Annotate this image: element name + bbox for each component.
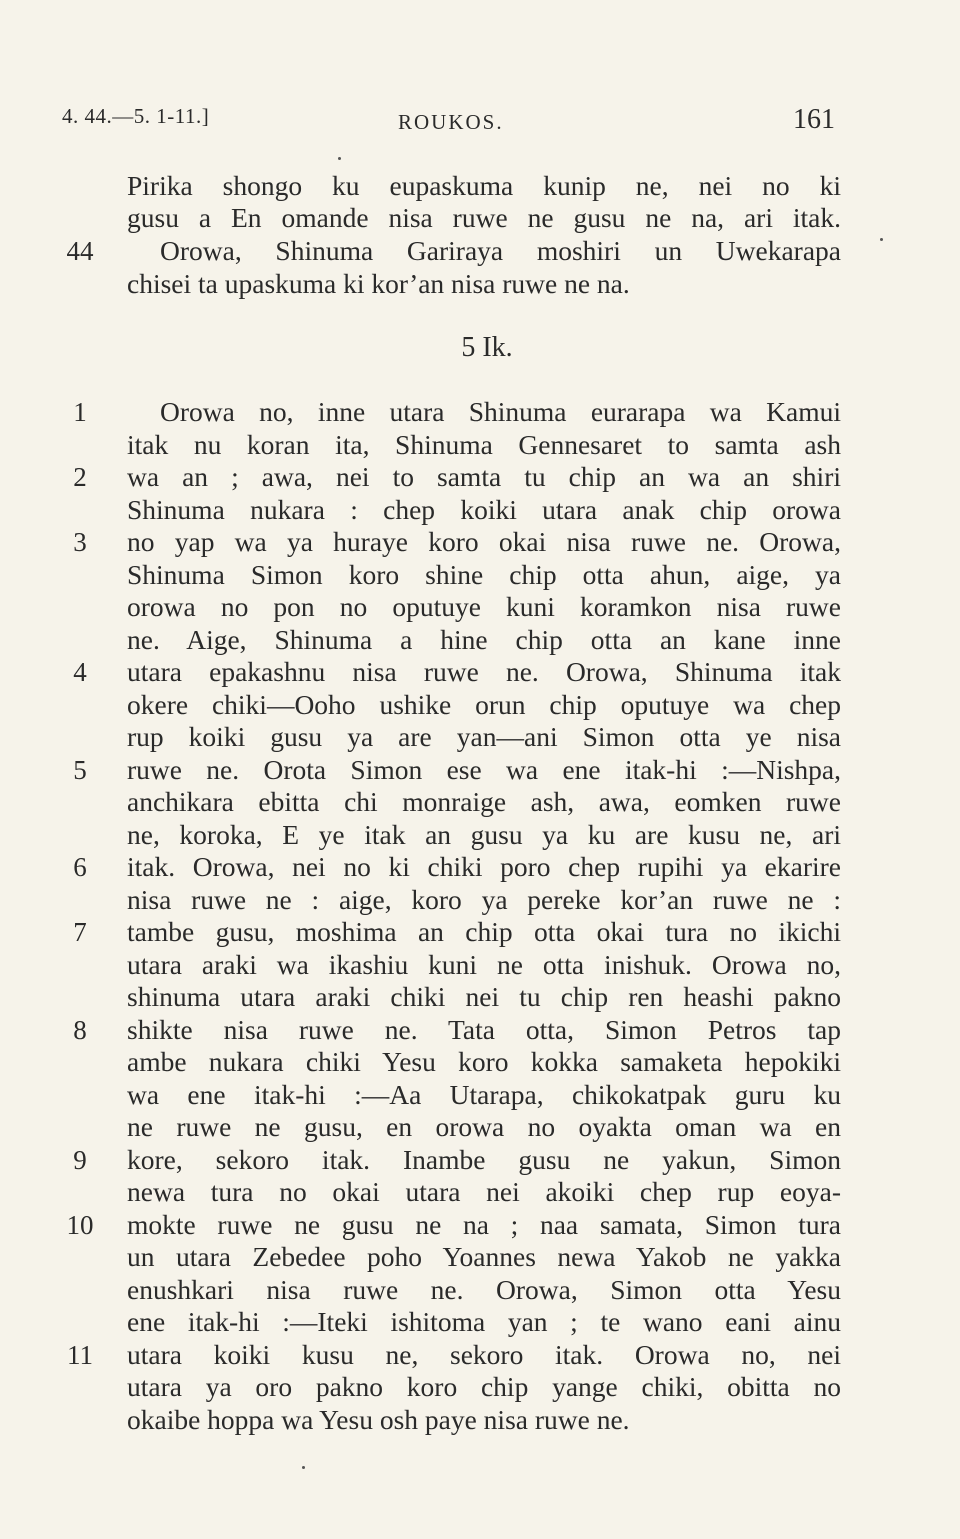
text-line: utara araki wa ikashiu kuni ne otta inishuk. Orowa no, (127, 949, 841, 980)
text-line: wa an ; awa, nei to samta tu chip an wa an shiri (127, 461, 841, 492)
text-line: itak. Orowa, nei no ki chiki poro chep rupihi ya ekarire (127, 851, 841, 882)
text-line: shikte nisa ruwe ne. Tata otta, Simon Petros tap (127, 1014, 841, 1045)
text-line: ne, koroka, E ye itak an gusu ya ku are kusu ne, ari (127, 819, 841, 850)
verse-number: 3 (73, 527, 87, 557)
text-line: anchikara ebitta chi monraige ash, awa, eomken ruwe (127, 786, 841, 817)
text-line: rup koiki gusu ya are yan—ani Simon otta ye nisa (127, 721, 841, 752)
text-line: chisei ta upaskuma ki kor’an nisa ruwe ne na. (127, 268, 630, 299)
verse-number: 7 (73, 917, 87, 947)
text-line: mokte ruwe ne gusu ne na ; naa samata, Simon tura (127, 1209, 841, 1240)
chapter-verse-reference: 4. 44.—5. 1-11.] (62, 104, 210, 128)
text-line: no yap wa ya huraye koro okai nisa ruwe ne. Orowa, (127, 526, 841, 557)
text-line: kore, sekoro itak. Inambe gusu ne yakun, Simon (127, 1144, 841, 1175)
text-line: ene itak-hi :—Iteki ishitoma yan ; te wano eani ainu (127, 1306, 841, 1337)
text-line: gusu a En omande nisa ruwe ne gusu ne na, ari itak. (127, 202, 841, 233)
verse-number: 11 (67, 1340, 93, 1370)
text-line: utara ya oro pakno koro chip yange chiki, obitta no (127, 1371, 841, 1402)
text-line: enushkari nisa ruwe ne. Orowa, Simon otta Yesu (127, 1274, 841, 1305)
text-line: Orowa, Shinuma Gariraya moshiri un Uwekarapa (160, 235, 841, 266)
verse-number: 10 (66, 1210, 94, 1240)
verse-number: 4 (73, 657, 87, 687)
text-line: Shinuma nukara : chep koiki utara anak chip orowa (127, 494, 841, 525)
text-line: utara koiki kusu ne, sekoro itak. Orowa no, nei (127, 1339, 841, 1370)
text-line: newa tura no okai utara nei akoiki chep rup eoya- (127, 1176, 841, 1207)
text-line: ne. Aige, Shinuma a hine chip otta an kane inne (127, 624, 841, 655)
text-line: ambe nukara chiki Yesu koro kokka samaketa hepokiki (127, 1046, 841, 1077)
paper-speck (338, 157, 341, 160)
verse-number: 9 (73, 1145, 87, 1175)
page-header (0, 100, 960, 140)
verse-number: 2 (73, 462, 87, 492)
text-line: un utara Zebedee poho Yoannes newa Yakob ne yakka (127, 1241, 841, 1272)
text-line: nisa ruwe ne : aige, koro ya pereke kor’an ruwe ne : (127, 884, 841, 915)
verse-number: 5 (73, 755, 87, 785)
verse-number: 1 (73, 397, 87, 427)
page-number: 161 (793, 104, 835, 135)
text-line: Pirika shongo ku eupaskuma kunip ne, nei no ki (127, 170, 841, 201)
text-line: Shinuma Simon koro shine chip otta ahun, aige, ya (127, 559, 841, 590)
text-line: shinuma utara araki chiki nei tu chip ren heashi pakno (127, 981, 841, 1012)
paper-speck (302, 1466, 305, 1469)
text-line: ne ruwe ne gusu, en orowa no oyakta oman wa en (127, 1111, 841, 1142)
text-line: tambe gusu, moshima an chip otta okai tura no ikichi (127, 916, 841, 947)
verse-number: 6 (73, 852, 87, 882)
text-line: okere chiki—Ooho ushike orun chip oputuye wa chep (127, 689, 841, 720)
text-line: Orowa no, inne utara Shinuma eurarapa wa Kamui (160, 396, 841, 427)
text-line: itak nu koran ita, Shinuma Gennesaret to samta ash (127, 429, 841, 460)
running-title: ROUKOS. (398, 110, 504, 134)
text-line: utara epakashnu nisa ruwe ne. Orowa, Shinuma itak (127, 656, 841, 687)
text-line: wa ene itak-hi :—Aa Utarapa, chikokatpak guru ku (127, 1079, 841, 1110)
verse-number: 8 (73, 1015, 87, 1045)
text-line: okaibe hoppa wa Yesu osh paye nisa ruwe ne. (127, 1404, 630, 1435)
chapter-heading: 5 Ik. (461, 332, 513, 363)
verse-number: 44 (66, 236, 94, 266)
text-line: ruwe ne. Orota Simon ese wa ene itak-hi :—Nishpa, (127, 754, 841, 785)
text-line: orowa no pon no oputuye kuni koramkon nisa ruwe (127, 591, 841, 622)
paper-speck (880, 238, 883, 241)
